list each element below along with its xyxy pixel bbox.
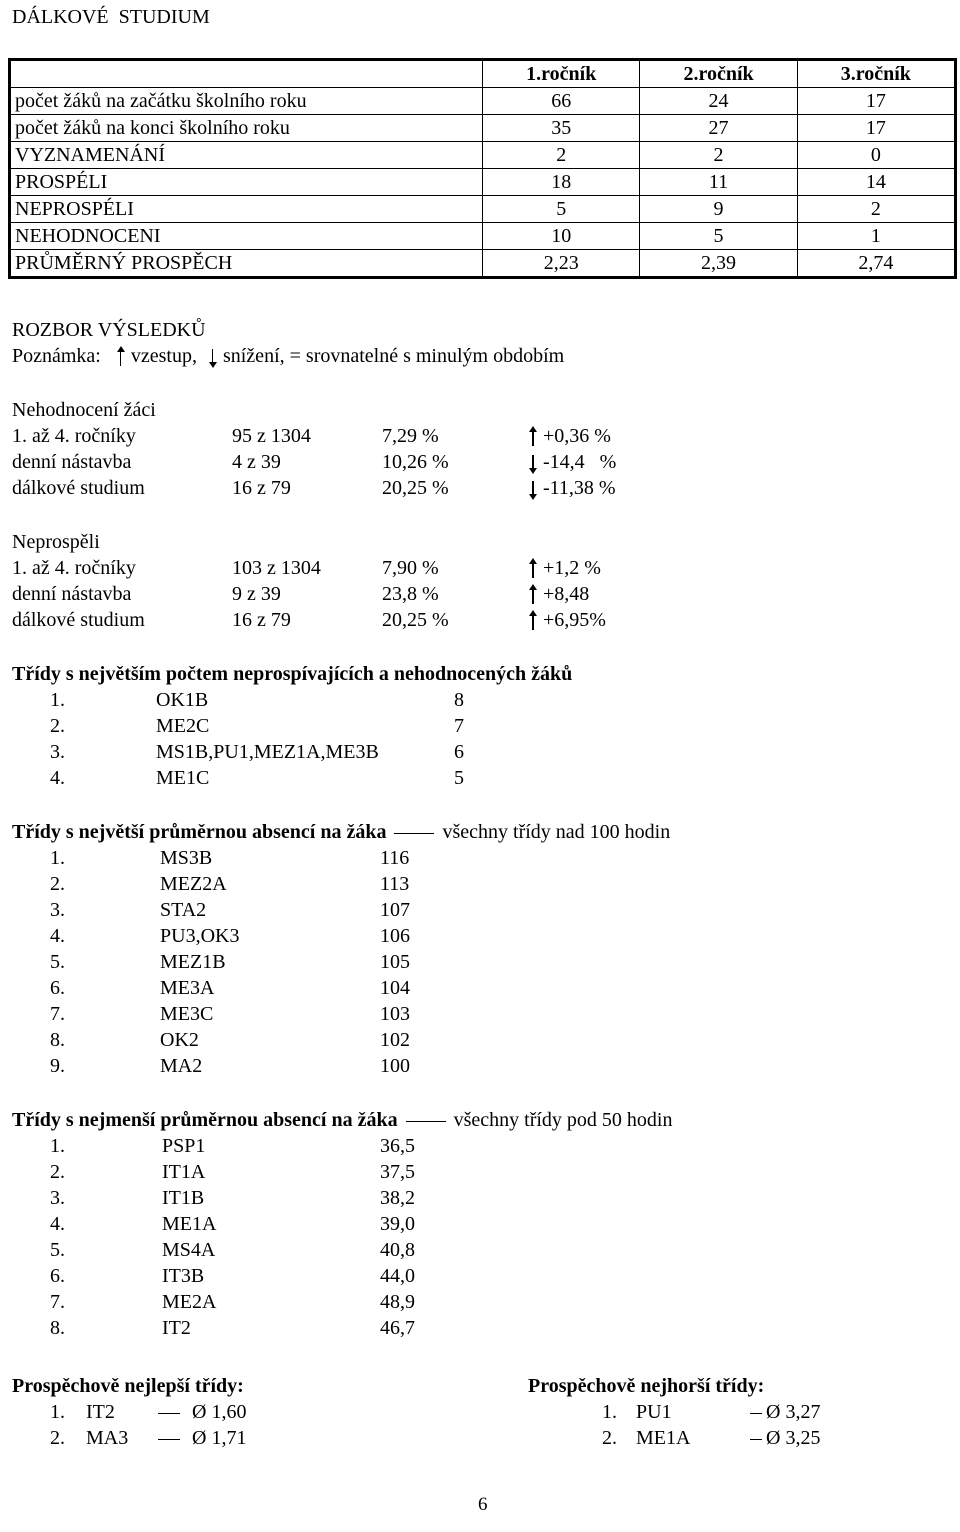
class-name: MS4A — [162, 1239, 216, 1261]
rank: 7. — [50, 1003, 65, 1025]
row-label: počet žáků na začátku školního roku — [10, 88, 483, 115]
class-value: 36,5 — [380, 1135, 415, 1157]
class-value: 38,2 — [380, 1187, 415, 1209]
stat-change — [528, 476, 616, 500]
note-up: vzestup, — [130, 345, 197, 367]
cell: 2,23 — [483, 250, 640, 278]
table-row — [10, 169, 956, 196]
rank: 4. — [50, 925, 65, 947]
class-name: MEZ1B — [160, 951, 226, 973]
class-name: MA3 — [86, 1427, 129, 1449]
class-name: OK1B — [156, 689, 209, 711]
rank: 2. — [50, 873, 65, 895]
class-name: ME3C — [160, 1003, 214, 1025]
average-value: Ø 1,60 — [192, 1401, 247, 1423]
average-value: Ø 3,25 — [766, 1427, 821, 1449]
cell: 1 — [797, 223, 955, 250]
dash — [406, 1121, 446, 1123]
cell: 14 — [797, 169, 955, 196]
stat-count: 16 z 79 — [232, 477, 291, 499]
rank: 1. — [50, 689, 65, 711]
class-name: MS1B,PU1,MEZ1A,ME3B — [156, 741, 379, 763]
cell: 10 — [483, 223, 640, 250]
rank: 1. — [50, 847, 65, 869]
analysis-title: ROZBOR VÝSLEDKŮ — [12, 319, 206, 341]
cell: 9 — [640, 196, 797, 223]
stat-count: 9 z 39 — [232, 583, 281, 605]
cell: 2,39 — [640, 250, 797, 278]
class-value: 102 — [380, 1029, 410, 1051]
cell: 24 — [640, 88, 797, 115]
cell: 2,74 — [797, 250, 955, 278]
average-value: Ø 1,71 — [192, 1427, 247, 1449]
dash — [750, 1413, 762, 1415]
stat-group: denní nástavba — [12, 583, 132, 605]
cell: 66 — [483, 88, 640, 115]
class-name: PU3,OK3 — [160, 925, 240, 947]
highest-absence-note: všechny třídy nad 100 hodin — [442, 821, 671, 843]
rank: 9. — [50, 1055, 65, 1077]
class-value: 107 — [380, 899, 410, 921]
dash — [750, 1439, 762, 1441]
rank: 4. — [50, 1213, 65, 1235]
stat-count: 16 z 79 — [232, 609, 291, 631]
class-name: OK2 — [160, 1029, 199, 1051]
rank: 2. — [602, 1427, 617, 1449]
stat-change — [528, 556, 601, 580]
arrow-down-icon — [528, 452, 538, 474]
stat-pct: 7,29 % — [382, 425, 439, 447]
class-name: STA2 — [160, 899, 207, 921]
rank: 6. — [50, 977, 65, 999]
rank: 4. — [50, 767, 65, 789]
table-row — [10, 88, 956, 115]
class-value — [750, 1426, 820, 1450]
rank: 5. — [50, 1239, 65, 1261]
class-name: IT3B — [162, 1265, 205, 1287]
arrow-up-icon — [528, 610, 538, 632]
table-row — [10, 250, 956, 278]
rank: 8. — [50, 1317, 65, 1339]
cell: 2 — [797, 196, 955, 223]
class-value: 40,8 — [380, 1239, 415, 1261]
class-name: MEZ2A — [160, 873, 227, 895]
arrow-down-icon — [528, 478, 538, 500]
cell: 27 — [640, 115, 797, 142]
cell: 11 — [640, 169, 797, 196]
table-row — [10, 223, 956, 250]
arrow-down-icon — [208, 346, 218, 368]
class-value: 116 — [380, 847, 410, 869]
class-value: 48,9 — [380, 1291, 415, 1313]
row-label: počet žáků na konci školního roku — [10, 115, 483, 142]
class-name: ME1A — [162, 1213, 217, 1235]
change-value: +6,95% — [543, 609, 606, 631]
most-failing-title: Třídy s největším počtem neprospívajících a nehodnocených žáků — [12, 663, 573, 685]
results-table — [8, 58, 957, 279]
table-row — [10, 115, 956, 142]
class-value: 46,7 — [380, 1317, 415, 1339]
failed-title: Neprospěli — [12, 531, 100, 553]
rank: 8. — [50, 1029, 65, 1051]
best-classes-title: Prospěchově nejlepší třídy: — [12, 1375, 244, 1397]
cell: 18 — [483, 169, 640, 196]
lowest-absence-title: Třídy s nejmenší průměrnou absencí na žáka — [12, 1109, 398, 1131]
rank: 1. — [602, 1401, 617, 1423]
cell: 5 — [483, 196, 640, 223]
class-value — [158, 1400, 246, 1424]
class-name: ME2C — [156, 715, 210, 737]
stat-pct: 20,25 % — [382, 477, 449, 499]
class-value: 106 — [380, 925, 410, 947]
rank: 3. — [50, 1187, 65, 1209]
class-name: ME3A — [160, 977, 215, 999]
class-name: MA2 — [160, 1055, 203, 1077]
dash — [158, 1439, 180, 1441]
row-label: PROSPÉLI — [10, 169, 483, 196]
cell: 2 — [640, 142, 797, 169]
class-name: PU1 — [636, 1401, 672, 1423]
note-rest: = srovnatelné s minulým obdobím — [289, 345, 565, 367]
class-value — [158, 1426, 246, 1450]
dash — [394, 833, 434, 835]
class-value: 39,0 — [380, 1213, 415, 1235]
lowest-absence-note: všechny třídy pod 50 hodin — [453, 1109, 673, 1131]
rank: 2. — [50, 715, 65, 737]
cell: 17 — [797, 88, 955, 115]
table-row — [10, 142, 956, 169]
class-name: ME1A — [636, 1427, 691, 1449]
class-value: 105 — [380, 951, 410, 973]
class-value: 8 — [454, 689, 464, 711]
lowest-absence-heading — [12, 1108, 672, 1132]
rank: 7. — [50, 1291, 65, 1313]
class-name: MS3B — [160, 847, 213, 869]
rank: 2. — [50, 1427, 65, 1449]
row-label: PRŮMĚRNÝ PROSPĚCH — [10, 250, 483, 278]
change-value: +0,36 % — [543, 425, 611, 447]
class-name: ME2A — [162, 1291, 217, 1313]
cell: 5 — [640, 223, 797, 250]
change-value: +8,48 — [543, 583, 590, 605]
rank: 1. — [50, 1401, 65, 1423]
rank: 6. — [50, 1265, 65, 1287]
rank: 2. — [50, 1161, 65, 1183]
class-name: ME1C — [156, 767, 210, 789]
rank: 1. — [50, 1135, 65, 1157]
change-value: -11,38 % — [543, 477, 616, 499]
row-label: NEHODNOCENI — [10, 223, 483, 250]
class-value: 7 — [454, 715, 464, 737]
legend-note — [12, 344, 564, 368]
stat-count: 4 z 39 — [232, 451, 281, 473]
stat-change — [528, 450, 616, 474]
stat-group: denní nástavba — [12, 451, 132, 473]
column-header: 2.ročník — [640, 60, 797, 88]
class-value: 100 — [380, 1055, 410, 1077]
cell: 0 — [797, 142, 955, 169]
table-header-row — [10, 60, 956, 88]
highest-absence-title: Třídy s největší průměrnou absencí na žáka — [12, 821, 387, 843]
note-label: Poznámka: — [12, 345, 101, 367]
rank: 3. — [50, 899, 65, 921]
stat-pct: 7,90 % — [382, 557, 439, 579]
class-value: 6 — [454, 741, 464, 763]
stat-group: 1. až 4. ročníky — [12, 425, 136, 447]
rank: 3. — [50, 741, 65, 763]
dash — [158, 1413, 180, 1415]
stat-count: 103 z 1304 — [232, 557, 321, 579]
class-value: 103 — [380, 1003, 410, 1025]
page-heading: DÁLKOVÉ STUDIUM — [12, 6, 210, 28]
cell: 35 — [483, 115, 640, 142]
column-header: 3.ročník — [797, 60, 955, 88]
highest-absence-heading — [12, 820, 670, 844]
unassessed-title: Nehodnocení žáci — [12, 399, 156, 421]
row-label: NEPROSPÉLI — [10, 196, 483, 223]
page-number: 6 — [478, 1494, 488, 1515]
class-value: 113 — [380, 873, 410, 895]
class-name: IT2 — [162, 1317, 191, 1339]
class-value: 5 — [454, 767, 464, 789]
change-value: -14,4 % — [543, 451, 617, 473]
class-name: IT1B — [162, 1187, 205, 1209]
cell: 2 — [483, 142, 640, 169]
change-value: +1,2 % — [543, 557, 601, 579]
arrow-up-icon — [528, 558, 538, 580]
column-header: 1.ročník — [483, 60, 640, 88]
class-name: PSP1 — [162, 1135, 206, 1157]
stat-group: dálkové studium — [12, 609, 145, 631]
arrow-up-icon — [528, 426, 538, 448]
stat-pct: 20,25 % — [382, 609, 449, 631]
note-down: snížení, — [222, 345, 285, 367]
stat-group: dálkové studium — [12, 477, 145, 499]
stat-pct: 10,26 % — [382, 451, 449, 473]
table-row — [10, 196, 956, 223]
stat-count: 95 z 1304 — [232, 425, 311, 447]
class-value — [750, 1400, 820, 1424]
class-name: IT2 — [86, 1401, 115, 1423]
stat-change — [528, 424, 611, 448]
arrow-up-icon — [116, 346, 126, 368]
stat-group: 1. až 4. ročníky — [12, 557, 136, 579]
rank: 5. — [50, 951, 65, 973]
stat-change — [528, 582, 589, 606]
class-value: 44,0 — [380, 1265, 415, 1287]
cell: 17 — [797, 115, 955, 142]
average-value: Ø 3,27 — [766, 1401, 821, 1423]
class-name: IT1A — [162, 1161, 206, 1183]
worst-classes-title: Prospěchově nejhorší třídy: — [528, 1375, 765, 1397]
class-value: 104 — [380, 977, 410, 999]
stat-pct: 23,8 % — [382, 583, 439, 605]
class-value: 37,5 — [380, 1161, 415, 1183]
row-label: VYZNAMENÁNÍ — [10, 142, 483, 169]
stat-change — [528, 608, 606, 632]
arrow-up-icon — [528, 584, 538, 606]
